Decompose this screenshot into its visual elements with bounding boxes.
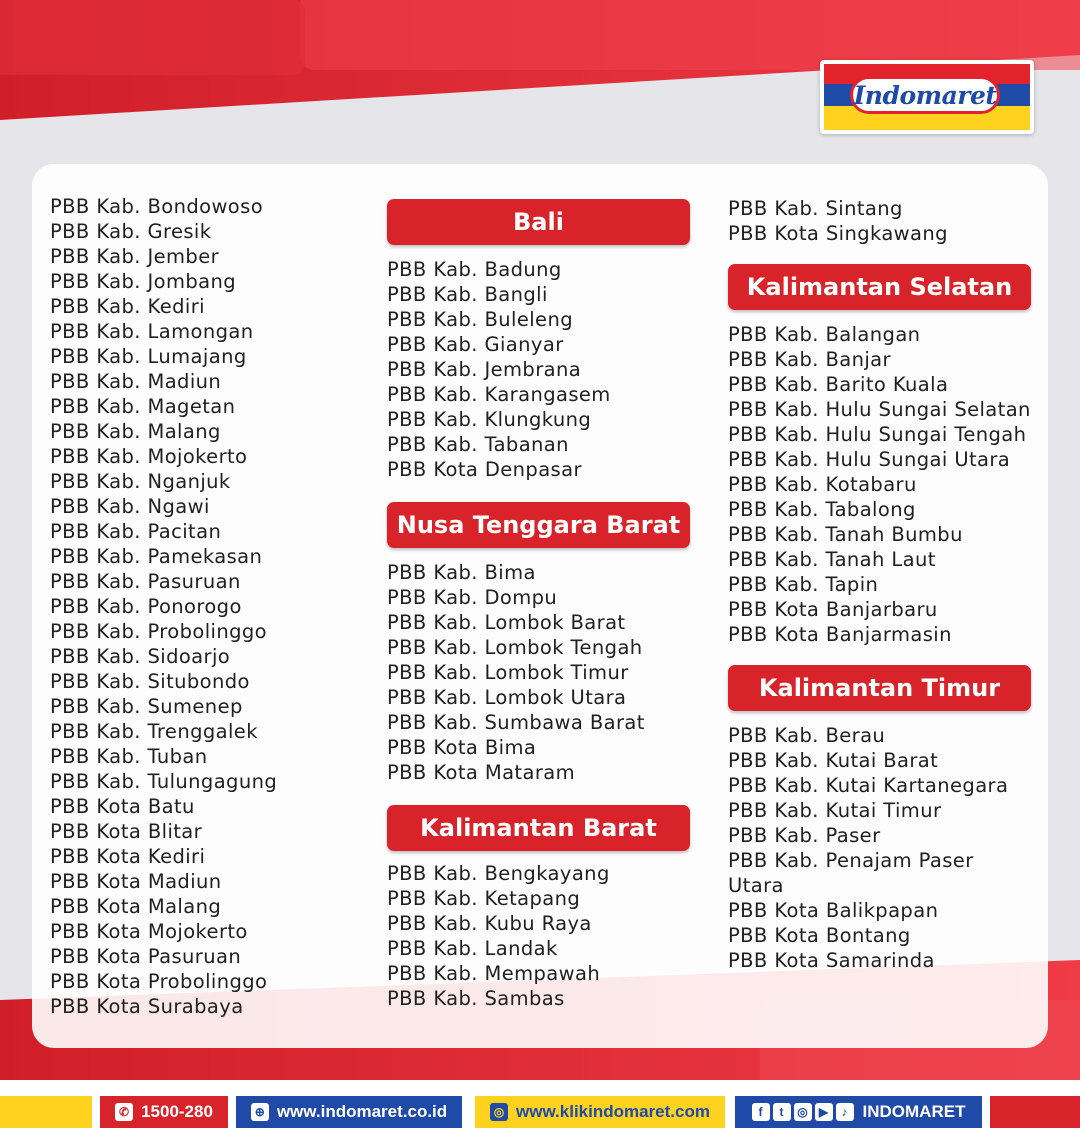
list-item: PBB Kab. Sidoarjo [50,645,231,668]
list-item: PBB Kota Surabaya [50,995,244,1018]
instagram-icon: ◎ [794,1103,812,1121]
social-media-badge[interactable] [735,1096,982,1128]
list-item: PBB Kab. Sumbawa Barat [387,711,645,734]
list-item: PBB Kab. Karangasem [387,383,611,406]
list-item: PBB Kab. Lombok Utara [387,686,627,709]
list-item: PBB Kab. Lombok Barat [387,611,626,634]
list-item: PBB Kab. Lumajang [50,345,247,368]
list-item: PBB Kab. Pacitan [50,520,222,543]
list-item: PBB Kab. Mojokerto [50,445,248,468]
footer-yellow-left [0,1096,92,1128]
list-item: PBB Kab. Lamongan [50,320,254,343]
list-item: PBB Kab. Paser [728,824,881,847]
list-item: PBB Kab. Tulungagung [50,770,278,793]
list-item: PBB Kota Balikpapan [728,899,939,922]
list-item: PBB Kota Samarinda [728,949,935,972]
list-kaltim [728,723,1031,973]
phone-badge[interactable] [100,1096,228,1128]
klikindomaret-link[interactable] [475,1096,725,1128]
list-kalbar [387,861,690,1011]
list-item: PBB Kota Bontang [728,924,911,947]
list-item: PBB Kab. Dompu [387,586,558,609]
content-panel [32,164,1048,1048]
list-item: PBB Kab. Hulu Sungai Selatan [728,398,1031,421]
list-item: PBB Kab. Nganjuk [50,470,231,493]
list-item: PBB Kab. Tabalong [728,498,916,521]
list-item: PBB Kab. Gresik [50,220,212,243]
list-item: PBB Kab. Bengkayang [387,862,610,885]
list-item: PBB Kab. Kutai Timur [728,799,942,822]
list-item: PBB Kota Pasuruan [50,945,242,968]
list-item: PBB Kota Mataram [387,761,575,784]
list-item: PBB Kab. Ketapang [387,887,581,910]
list-item: PBB Kota Singkawang [728,222,948,245]
list-item: PBB Kab. Mempawah [387,962,601,985]
list-item: PBB Kab. Landak [387,937,558,960]
list-item: PBB Kab. Banjar [728,348,891,371]
list-item: PBB Kab. Badung [387,258,562,281]
list-item: PBB Kab. Kubu Raya [387,912,592,935]
list-item: PBB Kab. Tanah Bumbu [728,523,963,546]
list-item: PBB Kab. Kotabaru [728,473,917,496]
indomaret-logo [820,60,1034,134]
tiktok-icon: ♪ [836,1103,854,1121]
list-item: PBB Kab. Ponorogo [50,595,242,618]
phone-icon: ✆ [115,1103,133,1121]
section-header-kalbar: Kalimantan Barat [387,805,690,851]
list-item: PBB Kab. Hulu Sungai Utara [728,448,1011,471]
list-item: PBB Kota Banjarbaru [728,598,938,621]
list-item: PBB Kab. Lombok Tengah [387,636,643,659]
list-item: PBB Kota Malang [50,895,222,918]
list-item: PBB Kab. Madiun [50,370,222,393]
list-ntb [387,560,690,785]
list-item: PBB Kab. Tabanan [387,433,569,456]
klik-text: www.klikindomaret.com [516,1102,710,1121]
list-item: PBB Kota Kediri [50,845,206,868]
list-item: PBB Kab. Bondowoso [50,195,264,218]
list-item: PBB Kab. Situbondo [50,670,250,693]
website-text: www.indomaret.co.id [276,1102,448,1121]
section-header-ntb: Nusa Tenggara Barat [387,502,690,548]
section-header-kalsel: Kalimantan Selatan [728,264,1031,310]
list-item: PBB Kab. Penajam Paser Utara [728,849,974,897]
list-item: PBB Kab. Jombang [50,270,237,293]
list-item: PBB Kota Denpasar [387,458,582,481]
list-item: PBB Kota Madiun [50,870,222,893]
section-header-bali: Bali [387,199,690,245]
shopping-icon: ◎ [490,1103,508,1121]
list-item: PBB Kab. Buleleng [387,308,573,331]
list-item: PBB Kab. Ngawi [50,495,210,518]
social-handle: INDOMARET [862,1102,966,1121]
list-item: PBB Kab. Tuban [50,745,208,768]
facebook-icon: f [752,1103,770,1121]
right-column [728,196,1031,973]
list-item: PBB Kab. Bima [387,561,536,584]
section-header-kaltim: Kalimantan Timur [728,665,1031,711]
middle-column [387,199,690,1011]
left-column [50,194,380,1019]
list-item: PBB Kab. Gianyar [387,333,564,356]
list-item: PBB Kab. Tapin [728,573,879,596]
list-item: PBB Kab. Kediri [50,295,205,318]
globe-icon: ⊕ [251,1103,269,1121]
list-item: PBB Kab. Tanah Laut [728,548,936,571]
list-item: PBB Kab. Sumenep [50,695,243,718]
list-item: PBB Kota Mojokerto [50,920,248,943]
list-item: PBB Kab. Berau [728,724,886,747]
list-item: PBB Kab. Pasuruan [50,570,241,593]
list-item: PBB Kab. Hulu Sungai Tengah [728,423,1027,446]
list-kalsel [728,322,1031,647]
list-item: PBB Kota Probolinggo [50,970,268,993]
list-item: PBB Kab. Magetan [50,395,236,418]
list-kalbar-continued [728,196,1031,246]
phone-number: 1500-280 [141,1102,213,1121]
list-item: PBB Kab. Kutai Barat [728,749,939,772]
list-bali [387,257,690,482]
list-item: PBB Kab. Pamekasan [50,545,263,568]
list-item: PBB Kab. Barito Kuala [728,373,949,396]
list-item: PBB Kab. Jember [50,245,220,268]
list-item: PBB Kab. Kutai Kartanegara [728,774,1009,797]
list-item: PBB Kab. Malang [50,420,221,443]
list-item: PBB Kab. Balangan [728,323,921,346]
youtube-icon: ▶ [815,1103,833,1121]
list-item: PBB Kab. Probolinggo [50,620,268,643]
twitter-icon: t [773,1103,791,1121]
list-item: PBB Kab. Bangli [387,283,548,306]
list-item: PBB Kab. Klungkung [387,408,592,431]
list-item: PBB Kota Batu [50,795,195,818]
list-item: PBB Kota Bima [387,736,537,759]
list-item: PBB Kab. Sintang [728,197,903,220]
footer-red-right [990,1096,1080,1128]
list-item: PBB Kab. Jembrana [387,358,582,381]
list-item: PBB Kota Banjarmasin [728,623,952,646]
website-link[interactable] [236,1096,462,1128]
footer-bar [0,1080,1080,1130]
list-item: PBB Kab. Trenggalek [50,720,258,743]
list-item: PBB Kab. Sambas [387,987,565,1010]
list-item: PBB Kab. Lombok Timur [387,661,629,684]
list-item: PBB Kota Blitar [50,820,203,843]
logo-text: Indomaret [853,80,997,110]
